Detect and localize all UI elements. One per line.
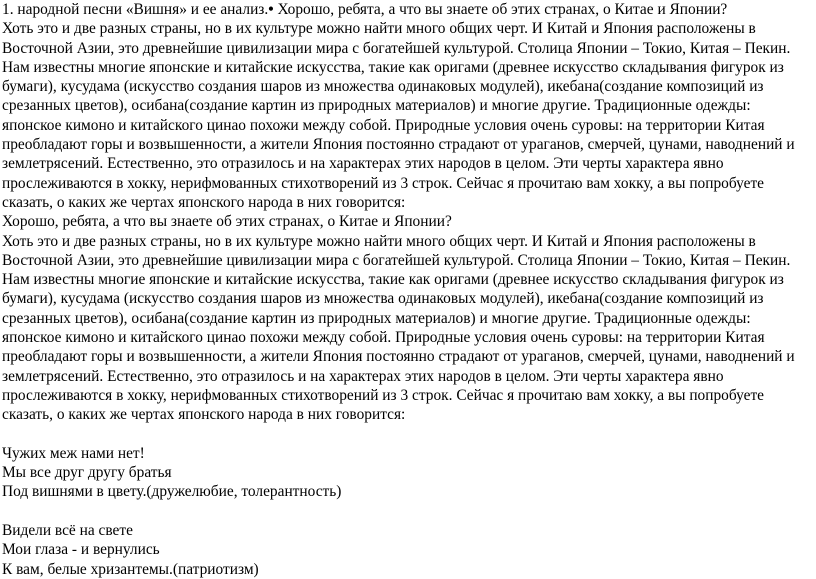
intro-question: Хорошо, ребята, а что вы знаете об этих странах, о Китае и Японии? (273, 1, 728, 18)
poem-2-line-2: Мои глаза - и вернулись (2, 541, 160, 559)
intro-lead: 1. народной песни «Вишня» и ее анализ. (2, 1, 269, 18)
bullet-icon: • (268, 1, 274, 18)
poem-2-line-3: К вам, белые хризантемы.(патриотизм) (2, 560, 259, 578)
poem-2 (2, 521, 810, 579)
poem-1-line-2: Мы все друг другу братья (2, 464, 172, 482)
paragraph-2: Хоть это и две разных страны, но в их культуре можно найти много общих черт. И Китай и Япония расположены в Восточной Азии, это древнейшие цивилизации мира с богатейшей культурой. Столица Японии – Токио, Китая – Пекин. Нам известны многие японские и китайские искусства, такие как оригами (древнее искусство складывания фигурок из бумаги), кусудама (искусство создания шаров из множества одинаковых модулей), икебана(создание композиций из срезанных цветов), осибана(создание картин из природных материалов) и многие другие. Традиционные одежды: японское кимоно и китайского цинао похожи между собой. Природные условия очень суровы: на территории Китая преобладают горы и возвышенности, а жители Япония постоянно страдают от ураганов, смерчей, цунами, наводнений и землетрясений. Естественно, это отразилось и на характерах этих народов в целом. Эти черты характера явно прослеживаются в хокку, нерифмованных стихотворений из 3 строк. Сейчас я прочитаю вам хокку, а вы попробуете сказать, о каких же чертах японского народа в них говорится: (2, 232, 795, 424)
poem-1 (2, 444, 810, 502)
poem-2-line-1: Видели всё на свете (2, 522, 133, 540)
poem-1-line-1: Чужих меж нами нет! (2, 444, 145, 462)
question-2: Хорошо, ребята, а что вы знаете об этих странах, о Китае и Японии? (2, 213, 452, 231)
spacer (2, 502, 810, 521)
intro-line (2, 0, 810, 19)
spacer (2, 425, 810, 444)
poem-1-line-3: Под вишнями в цвету.(дружелюбие, толерантность) (2, 483, 342, 501)
paragraph-1: Хоть это и две разных страны, но в их культуре можно найти много общих черт. И Китай и Япония расположены в Восточной Азии, это древнейшие цивилизации мира с богатейшей культурой. Столица Японии – Токио, Китая – Пекин. Нам известны многие японские и китайские искусства, такие как оригами (древнее искусство складывания фигурок из бумаги), кусудама (искусство создания шаров из множества одинаковых модулей), икебана(создание композиций из срезанных цветов), осибана(создание картин из природных материалов) и многие другие. Традиционные одежды: японское кимоно и китайского цинао похожи между собой. Природные условия очень суровы: на территории Китая преобладают горы и возвышенности, а жители Япония постоянно страдают от ураганов, смерчей, цунами, наводнений и землетрясений. Естественно, это отразилось и на характерах этих народов в целом. Эти черты характера явно прослеживаются в хокку, нерифмованных стихотворений из 3 строк. Сейчас я прочитаю вам хокку, а вы попробуете сказать, о каких же чертах японского народа в них говорится: (2, 20, 795, 211)
